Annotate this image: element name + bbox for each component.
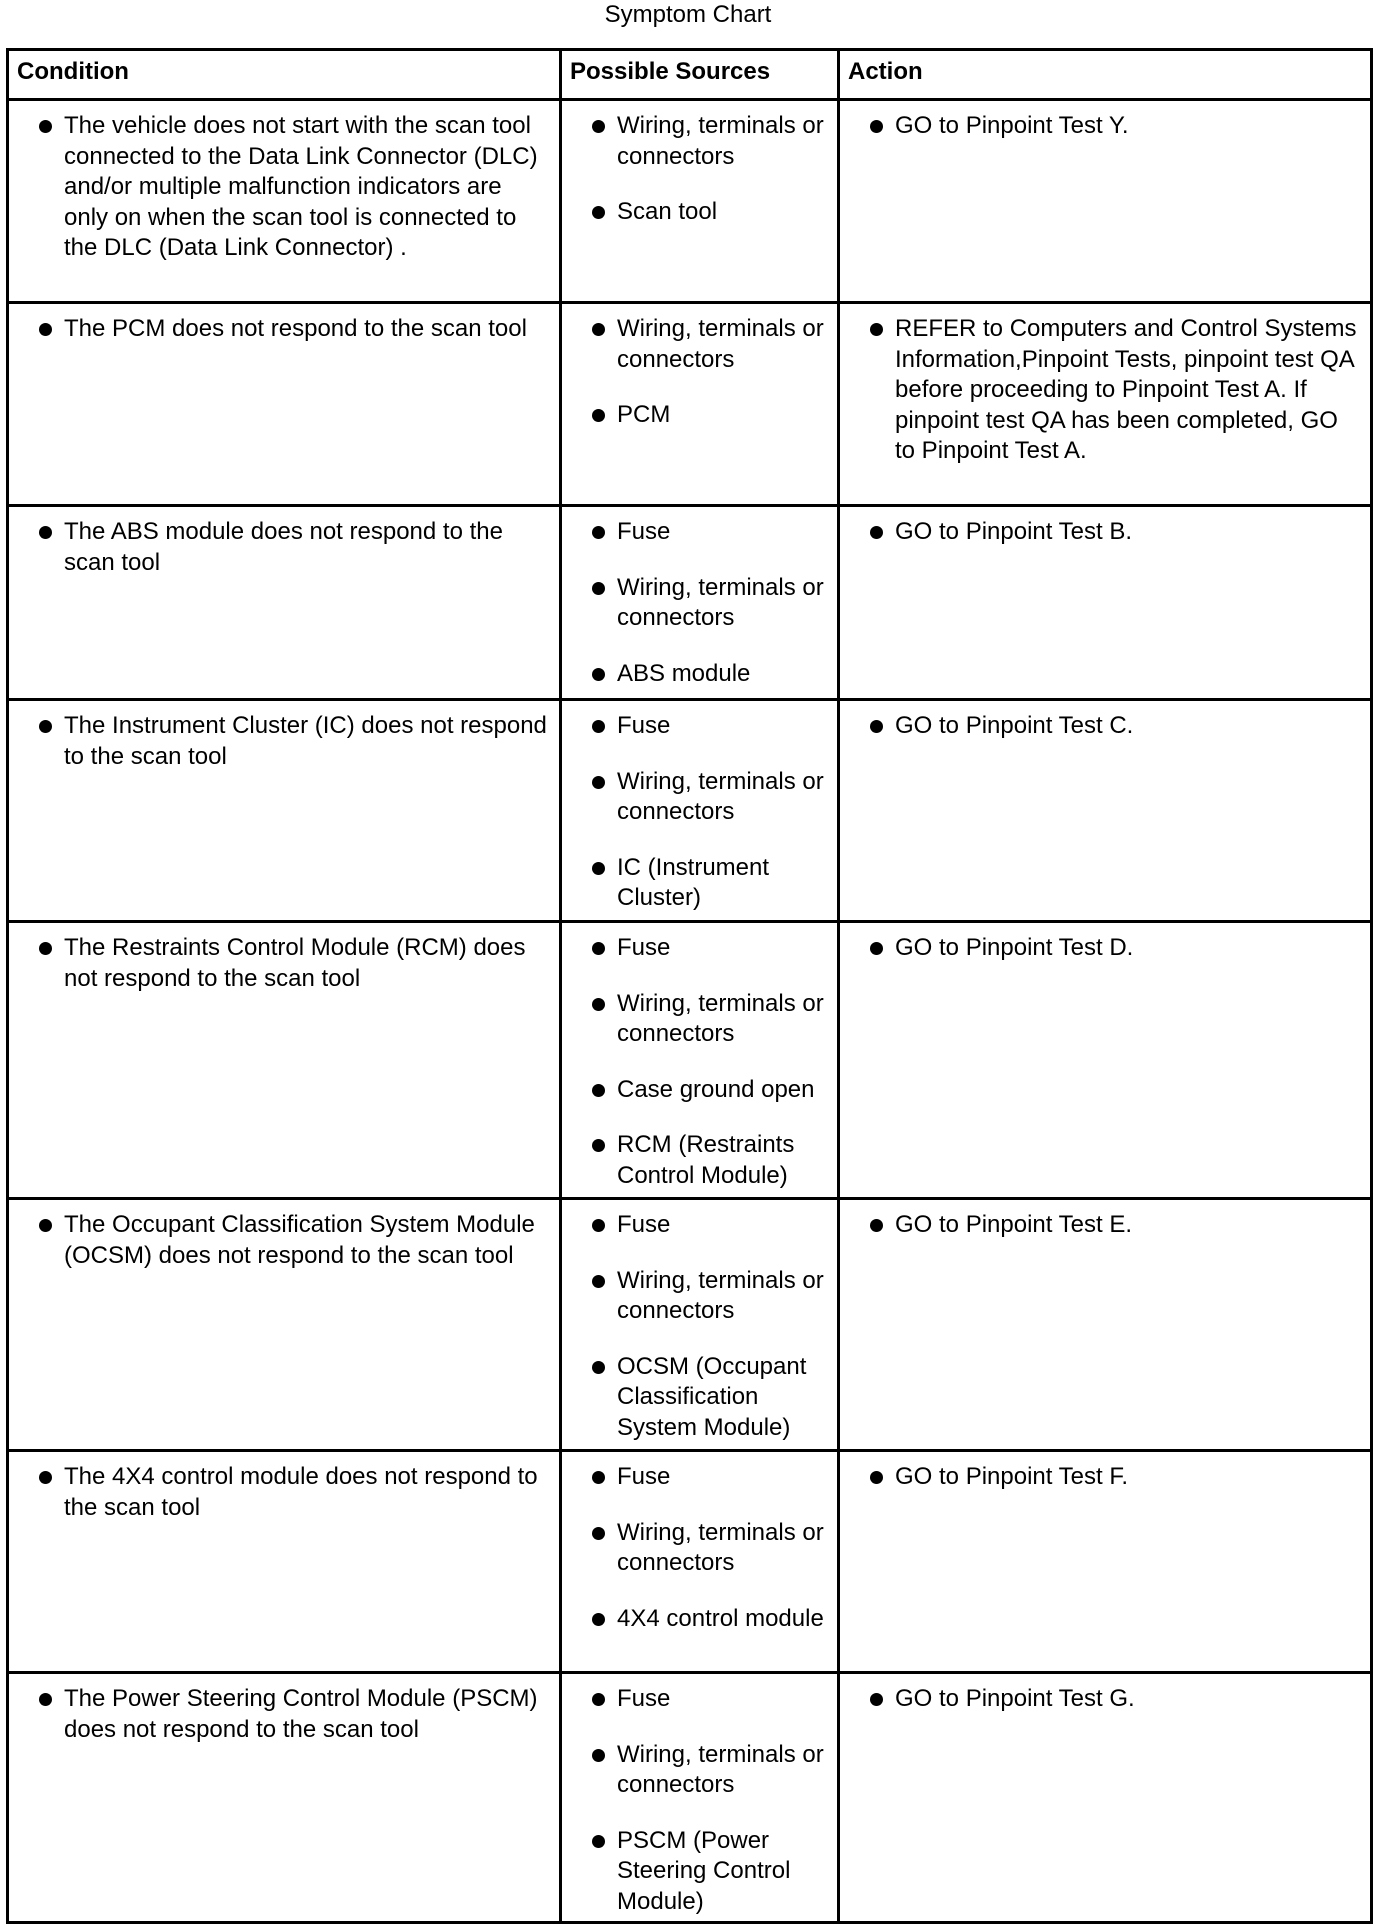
- source-item: IC (Instrument Cluster): [572, 853, 829, 914]
- condition-cell: [8, 1199, 561, 1451]
- source-item: Wiring, terminals or connectors: [572, 1266, 829, 1327]
- condition-cell: [8, 1673, 561, 1923]
- condition-text: The ABS module does not respond to the scan tool: [19, 517, 551, 578]
- source-item: Fuse: [572, 933, 829, 964]
- condition-text: The Power Steering Control Module (PSCM) does not respond to the scan tool: [19, 1684, 551, 1745]
- condition-cell: [8, 303, 561, 506]
- action-cell: [839, 506, 1372, 700]
- source-item: Fuse: [572, 1684, 829, 1715]
- source-item: PSCM (Power Steering Control Module): [572, 1826, 829, 1918]
- sources-cell: [561, 1451, 839, 1673]
- action-text: GO to Pinpoint Test D.: [850, 933, 1362, 964]
- source-item: OCSM (Occupant Classification System Module): [572, 1352, 829, 1444]
- source-item: Fuse: [572, 711, 829, 742]
- condition-text: The Restraints Control Module (RCM) does not respond to the scan tool: [19, 933, 551, 994]
- source-item: Wiring, terminals or connectors: [572, 1740, 829, 1801]
- condition-text: The Occupant Classification System Module (OCSM) does not respond to the scan tool: [19, 1210, 551, 1271]
- header-action: Action: [839, 50, 1372, 100]
- sources-cell: [561, 1673, 839, 1923]
- action-cell: [839, 1451, 1372, 1673]
- source-item: Case ground open: [572, 1075, 829, 1106]
- table-row: [8, 1451, 1372, 1673]
- condition-text: The PCM does not respond to the scan tool: [19, 314, 551, 345]
- table-row: [8, 303, 1372, 506]
- action-text: GO to Pinpoint Test C.: [850, 711, 1362, 742]
- source-item: Wiring, terminals or connectors: [572, 989, 829, 1050]
- sources-cell: [561, 922, 839, 1199]
- action-cell: [839, 100, 1372, 303]
- table-row: [8, 922, 1372, 1199]
- page-title: Symptom Chart: [604, 1, 772, 28]
- action-text: GO to Pinpoint Test F.: [850, 1462, 1362, 1493]
- table-row: [8, 700, 1372, 922]
- condition-cell: [8, 100, 561, 303]
- action-text: GO to Pinpoint Test Y.: [850, 111, 1362, 142]
- action-cell: [839, 1199, 1372, 1451]
- table-header-row: [8, 50, 1372, 100]
- action-text: GO to Pinpoint Test B.: [850, 517, 1362, 548]
- action-cell: [839, 303, 1372, 506]
- symptom-table: [6, 48, 1373, 1924]
- action-text: GO to Pinpoint Test G.: [850, 1684, 1362, 1715]
- table-row: [8, 1199, 1372, 1451]
- source-item: 4X4 control module: [572, 1604, 829, 1635]
- table-row: [8, 1673, 1372, 1923]
- sources-cell: [561, 100, 839, 303]
- sources-cell: [561, 506, 839, 700]
- source-item: Fuse: [572, 1462, 829, 1493]
- condition-cell: [8, 1451, 561, 1673]
- action-text: GO to Pinpoint Test E.: [850, 1210, 1362, 1241]
- action-cell: [839, 922, 1372, 1199]
- source-item: Wiring, terminals or connectors: [572, 573, 829, 634]
- sources-cell: [561, 700, 839, 922]
- condition-cell: [8, 700, 561, 922]
- action-cell: [839, 1673, 1372, 1923]
- source-item: Wiring, terminals or connectors: [572, 767, 829, 828]
- source-item: Wiring, terminals or connectors: [572, 1518, 829, 1579]
- header-possible-sources: Possible Sources: [561, 50, 839, 100]
- source-item: Wiring, terminals or connectors: [572, 111, 829, 172]
- source-item: PCM: [572, 400, 829, 431]
- table-row: [8, 506, 1372, 700]
- header-condition: Condition: [8, 50, 561, 100]
- condition-text: The vehicle does not start with the scan tool connected to the Data Link Connector (DLC) and/or multiple malfunction indicators are only on when the scan tool is connected to the DLC (Data Link Connector) .: [19, 111, 551, 264]
- condition-cell: [8, 506, 561, 700]
- sources-cell: [561, 303, 839, 506]
- action-cell: [839, 700, 1372, 922]
- condition-text: The Instrument Cluster (IC) does not respond to the scan tool: [19, 711, 551, 772]
- table-row: [8, 100, 1372, 303]
- source-item: ABS module: [572, 659, 829, 690]
- source-item: Fuse: [572, 517, 829, 548]
- sources-cell: [561, 1199, 839, 1451]
- action-text: REFER to Computers and Control Systems Information,Pinpoint Tests, pinpoint test QA before proceeding to Pinpoint Test A. If pinpoint test QA has been completed, GO to Pinpoint Test A.: [850, 314, 1362, 467]
- source-item: Fuse: [572, 1210, 829, 1241]
- source-item: Scan tool: [572, 197, 829, 228]
- condition-text: The 4X4 control module does not respond to the scan tool: [19, 1462, 551, 1523]
- source-item: RCM (Restraints Control Module): [572, 1130, 829, 1191]
- condition-cell: [8, 922, 561, 1199]
- source-item: Wiring, terminals or connectors: [572, 314, 829, 375]
